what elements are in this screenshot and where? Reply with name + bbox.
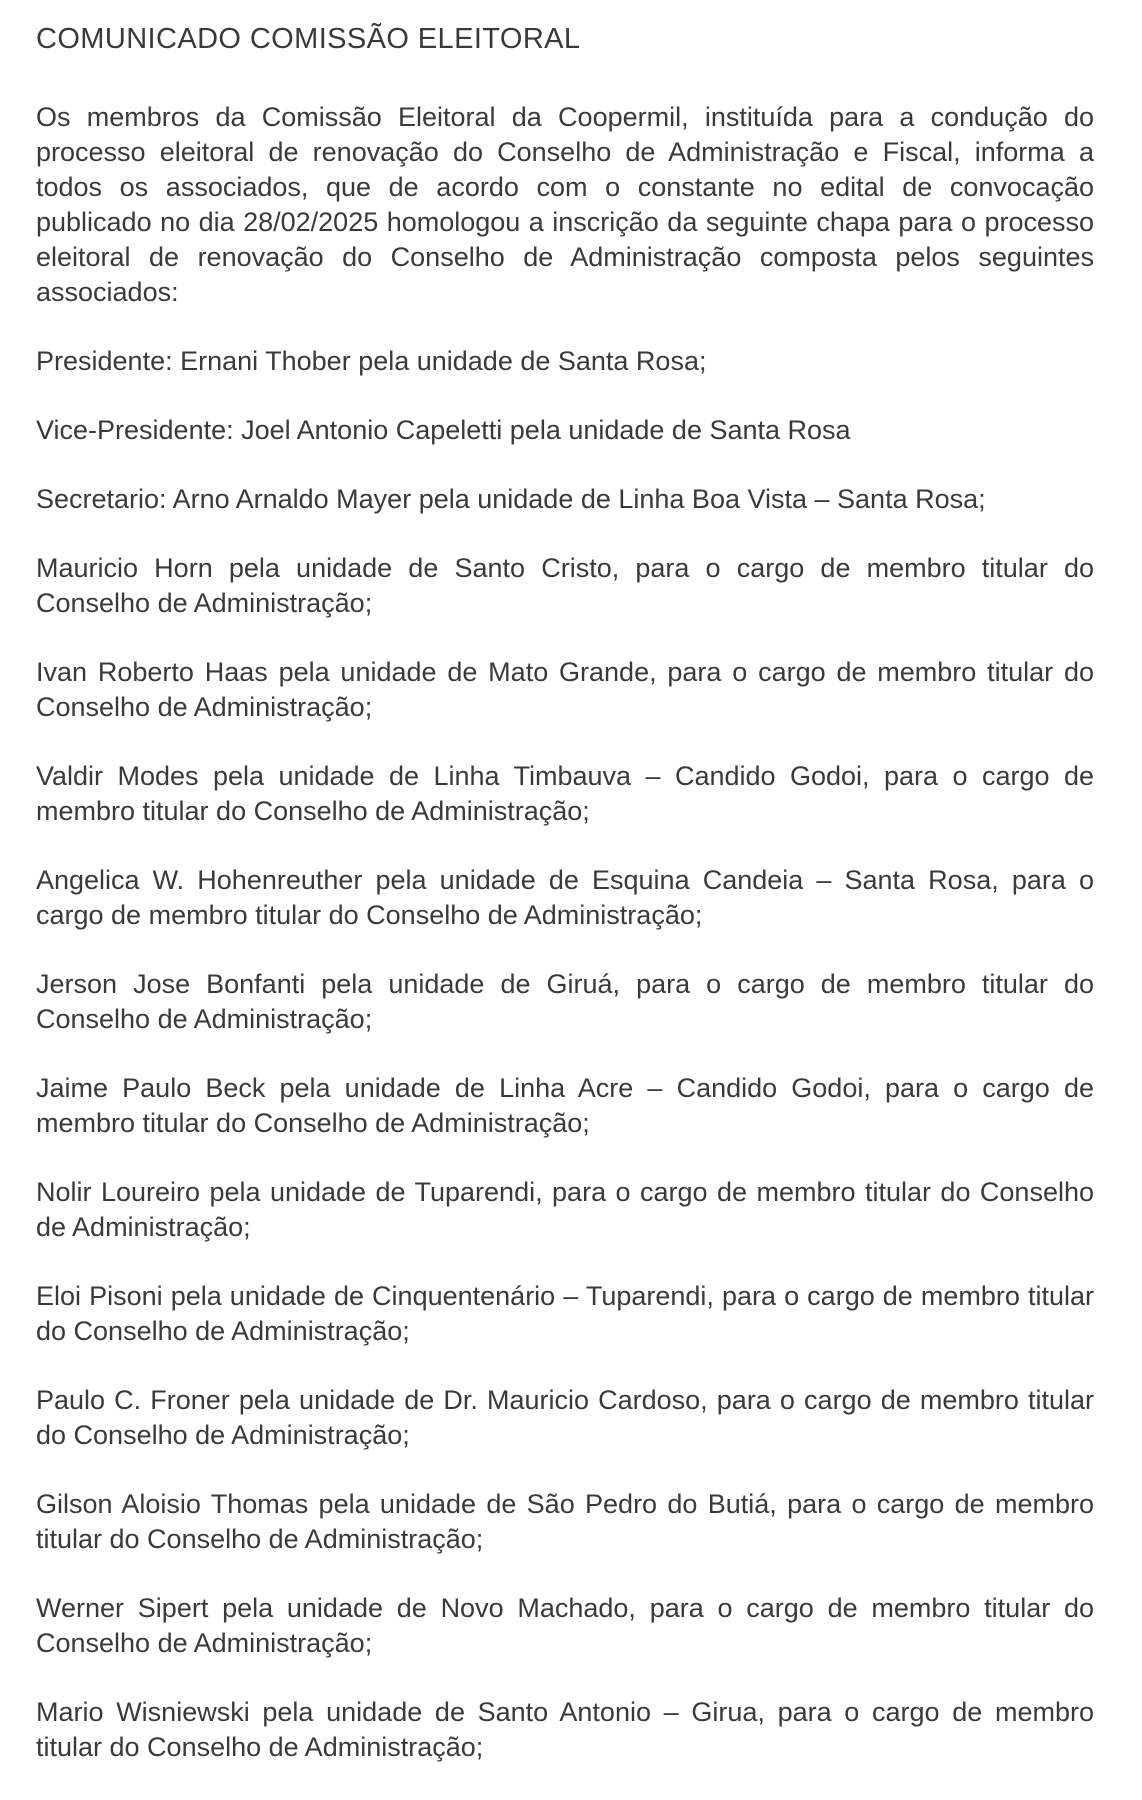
entry-vice-president: Vice-Presidente: Joel Antonio Capeletti pela unidade de Santa Rosa: [36, 415, 851, 445]
entry-member: Mauricio Horn pela unidade de Santo Cristo, para o cargo de membro titular do Conselho de Administração;: [36, 553, 1094, 618]
entry-member: Nolir Loureiro pela unidade de Tuparendi, para o cargo de membro titular do Conselho de Administração;: [36, 1177, 1094, 1242]
document-title: COMUNICADO COMISSÃO ELEITORAL: [36, 23, 581, 55]
entry-member: Valdir Modes pela unidade de Linha Timbauva – Candido Godoi, para o cargo de membro titular do Conselho de Administração;: [36, 761, 1094, 826]
entry-member: Paulo C. Froner pela unidade de Dr. Mauricio Cardoso, para o cargo de membro titular do Conselho de Administração;: [36, 1385, 1094, 1450]
entry-secretary: Secretario: Arno Arnaldo Mayer pela unidade de Linha Boa Vista – Santa Rosa;: [36, 484, 986, 514]
entry-member: Jerson Jose Bonfanti pela unidade de Giruá, para o cargo de membro titular do Conselho de Administração;: [36, 969, 1094, 1034]
entry-member: Ivan Roberto Haas pela unidade de Mato Grande, para o cargo de membro titular do Conselho de Administração;: [36, 657, 1094, 722]
entry-president: Presidente: Ernani Thober pela unidade de Santa Rosa;: [36, 346, 707, 376]
entry-member: Werner Sipert pela unidade de Novo Machado, para o cargo de membro titular do Conselho de Administração;: [36, 1593, 1094, 1658]
entry-member: Angelica W. Hohenreuther pela unidade de Esquina Candeia – Santa Rosa, para o cargo de membro titular do Conselho de Administração;: [36, 865, 1094, 930]
entry-member: Eloi Pisoni pela unidade de Cinquentenário – Tuparendi, para o cargo de membro titular do Conselho de Administração;: [36, 1281, 1094, 1346]
intro-paragraph: Os membros da Comissão Eleitoral da Coopermil, instituída para a condução do processo eleitoral de renovação do Conselho de Administração e Fiscal, informa a todos os associados, que de acordo com o constante no edital de convocação publicado no dia 28/02/2025 homologou a inscrição da seguinte chapa para o processo eleitoral de renovação do Conselho de Administração composta pelos seguintes associados:: [36, 102, 1094, 307]
entry-member: Jaime Paulo Beck pela unidade de Linha Acre – Candido Godoi, para o cargo de membro titular do Conselho de Administração;: [36, 1073, 1094, 1138]
entry-member: Gilson Aloisio Thomas pela unidade de São Pedro do Butiá, para o cargo de membro titular do Conselho de Administração;: [36, 1489, 1094, 1554]
entry-member: Mario Wisniewski pela unidade de Santo Antonio – Girua, para o cargo de membro titular do Conselho de Administração;: [36, 1697, 1094, 1762]
